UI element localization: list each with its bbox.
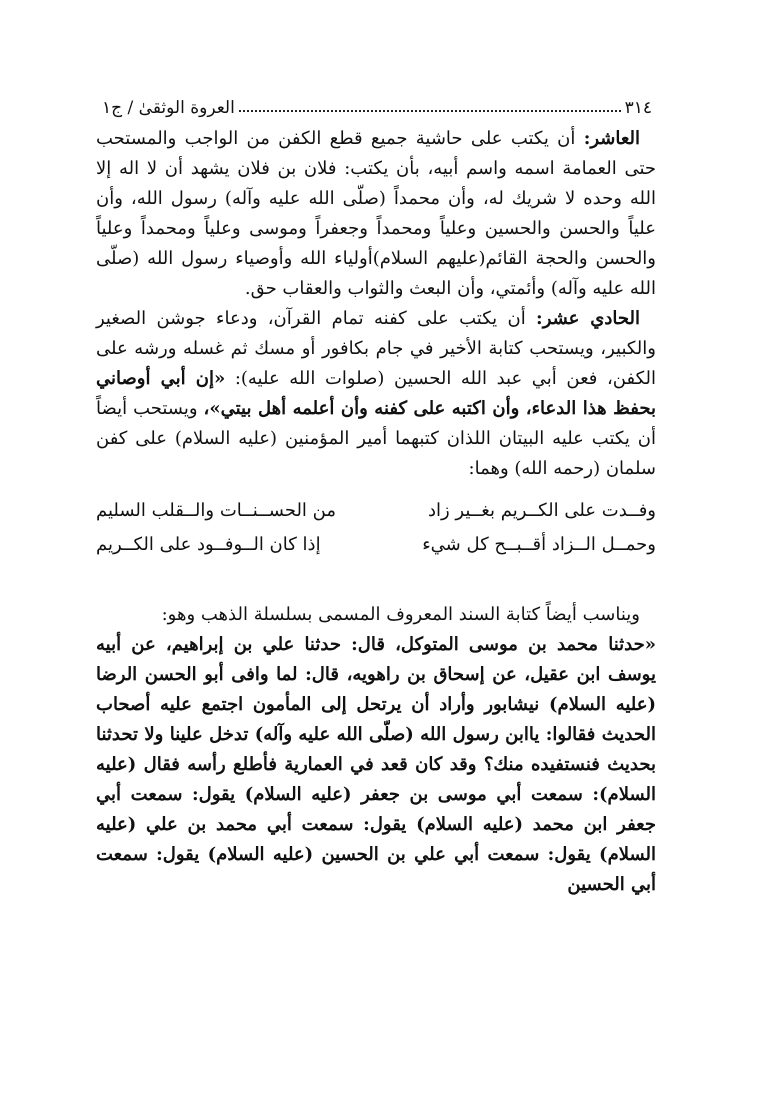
verse-first-hemistich: وفــدت على الكــريم بغــير زاد bbox=[427, 500, 656, 521]
verse-row bbox=[96, 528, 656, 562]
paragraph-chain-of-gold bbox=[96, 630, 656, 900]
running-title: العروة الوثقىٰ / ج١ bbox=[102, 98, 235, 118]
verse-first-hemistich: وحمــل الــزاد أقــبــح كل شيء bbox=[422, 534, 656, 555]
paragraph-lead: الحادي عشر: bbox=[536, 308, 640, 329]
paragraph-text: أن يكتب على حاشية جميع قطع الكفن من الواجب والمستحب حتى العمامة اسمه واسم أبيه، بأن يكتب: فلان بن فلان يشهد أن لا اله إلا الله وحده لا شريك له، وأن محمداً (صلّى الله عليه وآله) رسول الله، وأن علياً والحسن والحسين وعلياً ومحمداً وجعفراً وموسى وعلياً ومحمداً وعلياً والحسن والحجة القائم(عليهم السلام)أولياء الله وأوصياء رسول الله (صلّى الله عليه وآله) وأئمتي، وأن البعث والثواب والعقاب حق. bbox=[96, 128, 656, 299]
verse-row bbox=[96, 494, 656, 528]
verse-second-hemistich: من الحســنــات والــقلب السليم bbox=[96, 500, 337, 521]
paragraph-eleventh bbox=[96, 304, 656, 484]
running-header bbox=[96, 78, 656, 118]
paragraph-tenth bbox=[96, 124, 656, 304]
hadith-quote: «إن أبي أوصاني بحفظ هذا الدعاء، وأن اكتبه على كفنه وأن أعلمه أهل بيتي»، bbox=[96, 368, 656, 419]
paragraph-text: ويناسب أيضاً كتابة السند المعروف المسمى بسلسلة الذهب وهو: bbox=[161, 604, 640, 625]
paragraph-lead: العاشر: bbox=[583, 128, 640, 149]
page-number: ٣١٤ bbox=[624, 98, 652, 118]
paragraph-chain-intro bbox=[96, 600, 656, 630]
header-leader-dots bbox=[239, 110, 621, 112]
verse-second-hemistich: إذا كان الــوفــود على الكــريم bbox=[96, 534, 321, 555]
book-page bbox=[96, 78, 656, 900]
section-gap bbox=[96, 566, 656, 600]
paragraph-text: أن يكتب على كفنه تمام القرآن، ودعاء جوشن الصغير والكبير، ويستحب كتابة الأخير في جام بكافور أو مسك ثم غسله ورشه على الكفن، فعن أبي عبد الله الحسين (صلوات الله عليه): bbox=[96, 308, 656, 389]
paragraph-text: ويستحب أيضاً أن يكتب عليه البيتان اللذان كتبهما أمير المؤمنين (عليه السلام) على كفن سلمان (رحمه الله) وهما: bbox=[96, 398, 656, 479]
poem-verses bbox=[96, 494, 656, 562]
paragraph-text: «حدثنا محمد بن موسى المتوكل، قال: حدثنا علي بن إبراهيم، عن أبيه يوسف ابن عقيل، عن إسحاق بن راهويه، قال: لما وافى أبو الحسن الرضا (عليه السلام) نيشابور وأراد أن يرتحل إلى المأمون اجتمع عليه أصحاب الحديث فقالوا: ياابن رسول الله (صلّى الله عليه وآله) تدخل علينا ولا تحدثنا بحديث فنستفيده منك؟ وقد كان قعد في العمارية فأطلع رأسه فقال (عليه السلام): سمعت أبي موسى بن جعفر (عليه السلام) يقول: سمعت أبي جعفر ابن محمد (عليه السلام) يقول: سمعت أبي محمد بن علي (عليه السلام) يقول: سمعت أبي علي بن الحسين (عليه السلام) يقول: سمعت أبي الحسين bbox=[96, 634, 656, 895]
